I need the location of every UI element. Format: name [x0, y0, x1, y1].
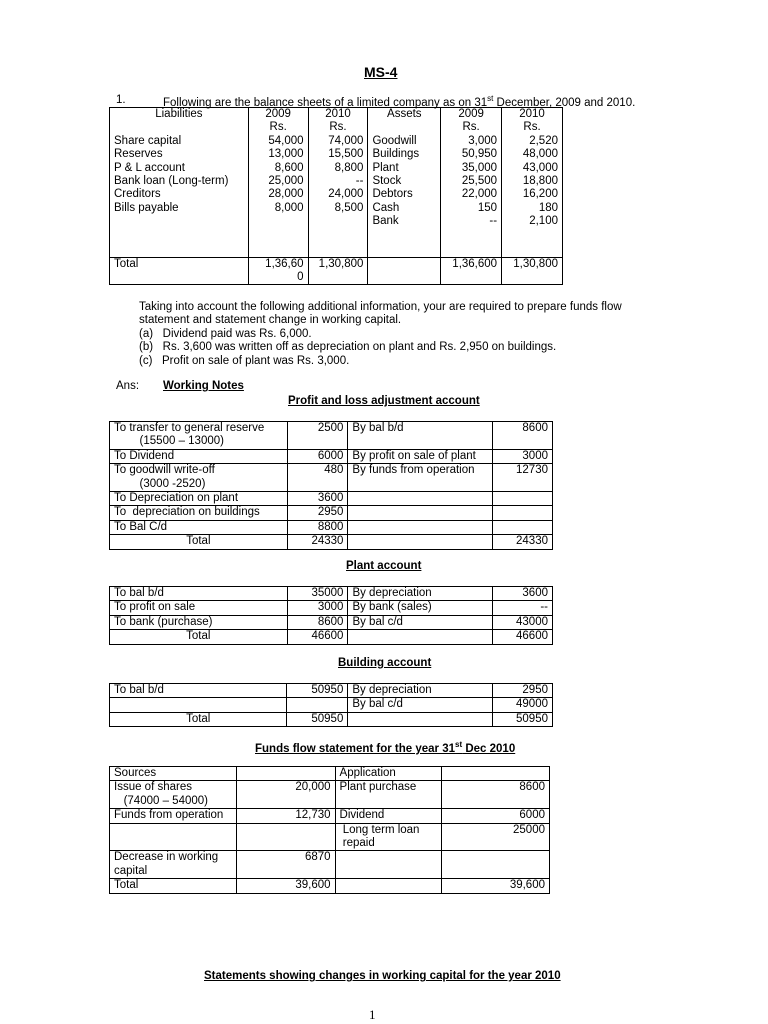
- table-cell: --: [308, 175, 368, 188]
- table-cell: 46600: [493, 630, 553, 644]
- table-cell: Total: [110, 630, 288, 644]
- table-row: [110, 162, 563, 175]
- table-cell: Long term loan repaid: [335, 823, 442, 851]
- table-cell: 3600: [287, 492, 348, 506]
- working-notes-label: Working Notes: [163, 380, 244, 392]
- balance-sheet-header: Liabilities: [110, 108, 249, 135]
- table-cell: 25000: [442, 823, 550, 851]
- building-account-table: [109, 683, 553, 727]
- table-cell: By depreciation: [348, 684, 493, 698]
- table-cell: Bank loan (Long-term): [110, 175, 249, 188]
- table-cell: 25,500: [441, 175, 502, 188]
- table-cell: 35000: [287, 587, 348, 601]
- table-cell: 2500: [287, 422, 348, 450]
- table-cell: [236, 767, 335, 781]
- table-cell: 25,000: [248, 175, 308, 188]
- table-cell: 1,30,800: [308, 257, 368, 285]
- balance-sheet-header: 2010 Rs.: [502, 108, 563, 135]
- funds-flow-table: [109, 766, 550, 894]
- table-row: [110, 823, 550, 851]
- table-cell: [348, 712, 493, 726]
- table-cell: [348, 520, 493, 534]
- table-cell: To Bal C/d: [110, 520, 288, 534]
- table-cell: 39,600: [442, 879, 550, 893]
- table-cell: To bal b/d: [110, 684, 287, 698]
- table-cell: Bills payable: [110, 202, 249, 215]
- table-cell: Issue of shares (74000 – 54000): [110, 781, 237, 809]
- table-cell: Dividend: [335, 809, 442, 823]
- table-cell: To depreciation on buildings: [110, 506, 288, 520]
- table-cell: [348, 630, 493, 644]
- table-cell: [248, 215, 308, 228]
- table-cell: Total: [110, 257, 249, 285]
- table-cell: 6000: [287, 449, 348, 463]
- table-cell: 8600: [287, 615, 348, 629]
- instruction-item-c: (c) Profit on sale of plant was Rs. 3,000.: [139, 354, 350, 367]
- balance-sheet-header: Assets: [368, 108, 441, 135]
- table-row: [110, 492, 553, 506]
- table-cell: Total: [110, 535, 288, 549]
- table-cell: [348, 506, 493, 520]
- building-account-title: Building account: [338, 657, 432, 669]
- table-cell: Stock: [368, 175, 441, 188]
- table-row: [110, 520, 553, 534]
- balance-sheet-table: [109, 107, 563, 285]
- instruction-line: statement and statement change in working capital.: [139, 314, 402, 327]
- balance-sheet-header: 2009 Rs.: [248, 108, 308, 135]
- table-row: [110, 135, 563, 148]
- table-row: [110, 464, 553, 492]
- instruction-item-a: (a) Dividend paid was Rs. 6,000.: [139, 327, 312, 340]
- table-cell: 2,100: [502, 215, 563, 228]
- table-cell: [493, 492, 553, 506]
- table-cell: --: [441, 215, 502, 228]
- table-cell: 3,000: [441, 135, 502, 148]
- table-cell: 20,000: [236, 781, 335, 809]
- table-cell: 22,000: [441, 188, 502, 201]
- table-cell: 8,500: [308, 202, 368, 215]
- table-cell: 6870: [236, 851, 335, 879]
- table-cell: 50,950: [441, 148, 502, 161]
- table-cell: [308, 215, 368, 228]
- table-cell: By bal c/d: [348, 615, 493, 629]
- question-number: 1.: [116, 94, 126, 106]
- table-cell: [368, 257, 441, 285]
- funds-flow-title: Funds flow statement for the year 31st Dec 2010: [255, 740, 516, 755]
- table-cell: 50950: [287, 712, 348, 726]
- table-cell: [287, 698, 348, 712]
- table-cell: Total: [110, 879, 237, 893]
- spacer-cell: [308, 229, 368, 258]
- table-cell: 50950: [287, 684, 348, 698]
- spacer-cell: [368, 229, 441, 258]
- table-cell: 1,36,60 0: [248, 257, 308, 285]
- table-cell: 35,000: [441, 162, 502, 175]
- spacer-cell: [110, 229, 249, 258]
- spacer-cell: [248, 229, 308, 258]
- table-cell: Plant purchase: [335, 781, 442, 809]
- table-row: [110, 188, 563, 201]
- table-cell: Debtors: [368, 188, 441, 201]
- table-cell: 2950: [493, 684, 553, 698]
- table-row: [110, 215, 563, 228]
- table-cell: [110, 698, 287, 712]
- table-cell: 6000: [442, 809, 550, 823]
- table-cell: 3000: [287, 601, 348, 615]
- table-cell: 1,30,800: [502, 257, 563, 285]
- spacer-cell: [502, 229, 563, 258]
- table-cell: 180: [502, 202, 563, 215]
- table-cell: 1,36,600: [441, 257, 502, 285]
- balance-sheet-header: 2010 Rs.: [308, 108, 368, 135]
- table-cell: [335, 851, 442, 879]
- page-number: 1: [369, 1007, 376, 1022]
- table-cell: 24330: [287, 535, 348, 549]
- table-cell: 50950: [493, 712, 553, 726]
- table-cell: 16,200: [502, 188, 563, 201]
- table-row: [110, 698, 553, 712]
- table-cell: 18,800: [502, 175, 563, 188]
- table-cell: Share capital: [110, 135, 249, 148]
- table-cell: Funds from operation: [110, 809, 237, 823]
- table-cell: By funds from operation: [348, 464, 493, 492]
- table-cell: [335, 879, 442, 893]
- table-cell: Goodwill: [368, 135, 441, 148]
- table-row: [110, 879, 550, 893]
- table-cell: Sources: [110, 767, 237, 781]
- table-row: [110, 148, 563, 161]
- table-cell: 150: [441, 202, 502, 215]
- table-cell: 2950: [287, 506, 348, 520]
- instruction-item-b: (b) Rs. 3,600 was written off as depreciation on plant and Rs. 2,950 on buildings.: [139, 341, 557, 354]
- table-row: [110, 422, 553, 450]
- table-cell: 3600: [493, 587, 553, 601]
- table-cell: 49000: [493, 698, 553, 712]
- table-cell: 13,000: [248, 148, 308, 161]
- table-cell: P & L account: [110, 162, 249, 175]
- table-row: [110, 809, 550, 823]
- table-cell: To transfer to general reserve (15500 – 13000): [110, 422, 288, 450]
- table-row: [110, 851, 550, 879]
- pl-account-title: Profit and loss adjustment account: [288, 395, 480, 407]
- pl-account-table: [109, 421, 553, 550]
- table-cell: 43,000: [502, 162, 563, 175]
- instruction-line: Taking into account the following additional information, your are required to prepare funds flow: [139, 301, 622, 313]
- table-cell: 8800: [287, 520, 348, 534]
- table-cell: 3000: [493, 449, 553, 463]
- table-cell: Reserves: [110, 148, 249, 161]
- table-cell: 8600: [442, 781, 550, 809]
- table-cell: By depreciation: [348, 587, 493, 601]
- table-cell: [348, 492, 493, 506]
- table-cell: 54,000: [248, 135, 308, 148]
- table-cell: 24330: [493, 535, 553, 549]
- table-cell: 2,520: [502, 135, 563, 148]
- table-cell: To goodwill write-off (3000 -2520): [110, 464, 288, 492]
- table-cell: Plant: [368, 162, 441, 175]
- table-cell: To Depreciation on plant: [110, 492, 288, 506]
- table-cell: --: [493, 601, 553, 615]
- table-row: [110, 767, 550, 781]
- table-row: [110, 781, 550, 809]
- table-cell: 12,730: [236, 809, 335, 823]
- table-cell: Total: [110, 712, 287, 726]
- total-row: [110, 257, 563, 285]
- table-cell: 480: [287, 464, 348, 492]
- table-cell: [110, 215, 249, 228]
- table-cell: 8,800: [308, 162, 368, 175]
- table-cell: 28,000: [248, 188, 308, 201]
- table-cell: 12730: [493, 464, 553, 492]
- table-row: [110, 684, 553, 698]
- table-row: [110, 601, 553, 615]
- spacer-cell: [441, 229, 502, 258]
- table-cell: [442, 851, 550, 879]
- table-cell: 15,500: [308, 148, 368, 161]
- plant-account-table: [109, 586, 553, 645]
- table-row: [110, 506, 553, 520]
- table-cell: 74,000: [308, 135, 368, 148]
- table-cell: 48,000: [502, 148, 563, 161]
- table-cell: 8600: [493, 422, 553, 450]
- table-cell: Bank: [368, 215, 441, 228]
- table-cell: 39,600: [236, 879, 335, 893]
- table-row: [110, 202, 563, 215]
- table-cell: By profit on sale of plant: [348, 449, 493, 463]
- table-cell: [348, 535, 493, 549]
- table-cell: Application: [335, 767, 442, 781]
- table-cell: To profit on sale: [110, 601, 288, 615]
- total-row: [110, 712, 553, 726]
- table-cell: To bank (purchase): [110, 615, 288, 629]
- table-row: [110, 175, 563, 188]
- total-row: [110, 535, 553, 549]
- table-cell: To bal b/d: [110, 587, 288, 601]
- table-row: [110, 587, 553, 601]
- table-cell: 46600: [287, 630, 348, 644]
- table-cell: 43000: [493, 615, 553, 629]
- balance-sheet-header: 2009 Rs.: [441, 108, 502, 135]
- table-cell: Cash: [368, 202, 441, 215]
- total-row: [110, 630, 553, 644]
- table-cell: [493, 520, 553, 534]
- ans-label: Ans:: [116, 380, 140, 392]
- table-cell: To Dividend: [110, 449, 288, 463]
- table-cell: Creditors: [110, 188, 249, 201]
- statement-title: Statements showing changes in working capital for the year 2010: [204, 970, 561, 982]
- plant-account-title: Plant account: [346, 560, 422, 572]
- table-cell: [442, 767, 550, 781]
- table-cell: By bal b/d: [348, 422, 493, 450]
- table-cell: [236, 823, 335, 851]
- question-text: Following are the balance sheets of a limited company as on 31st December, 2009 and 2010.: [163, 94, 636, 109]
- table-cell: 24,000: [308, 188, 368, 201]
- table-cell: By bal c/d: [348, 698, 493, 712]
- instructions: [139, 301, 659, 368]
- table-cell: Decrease in working capital: [110, 851, 237, 879]
- table-cell: 8,000: [248, 202, 308, 215]
- page-title: MS-4: [364, 64, 398, 80]
- table-cell: Buildings: [368, 148, 441, 161]
- table-row: [110, 449, 553, 463]
- table-cell: By bank (sales): [348, 601, 493, 615]
- table-row: [110, 615, 553, 629]
- table-cell: 8,600: [248, 162, 308, 175]
- table-cell: [493, 506, 553, 520]
- table-cell: [110, 823, 237, 851]
